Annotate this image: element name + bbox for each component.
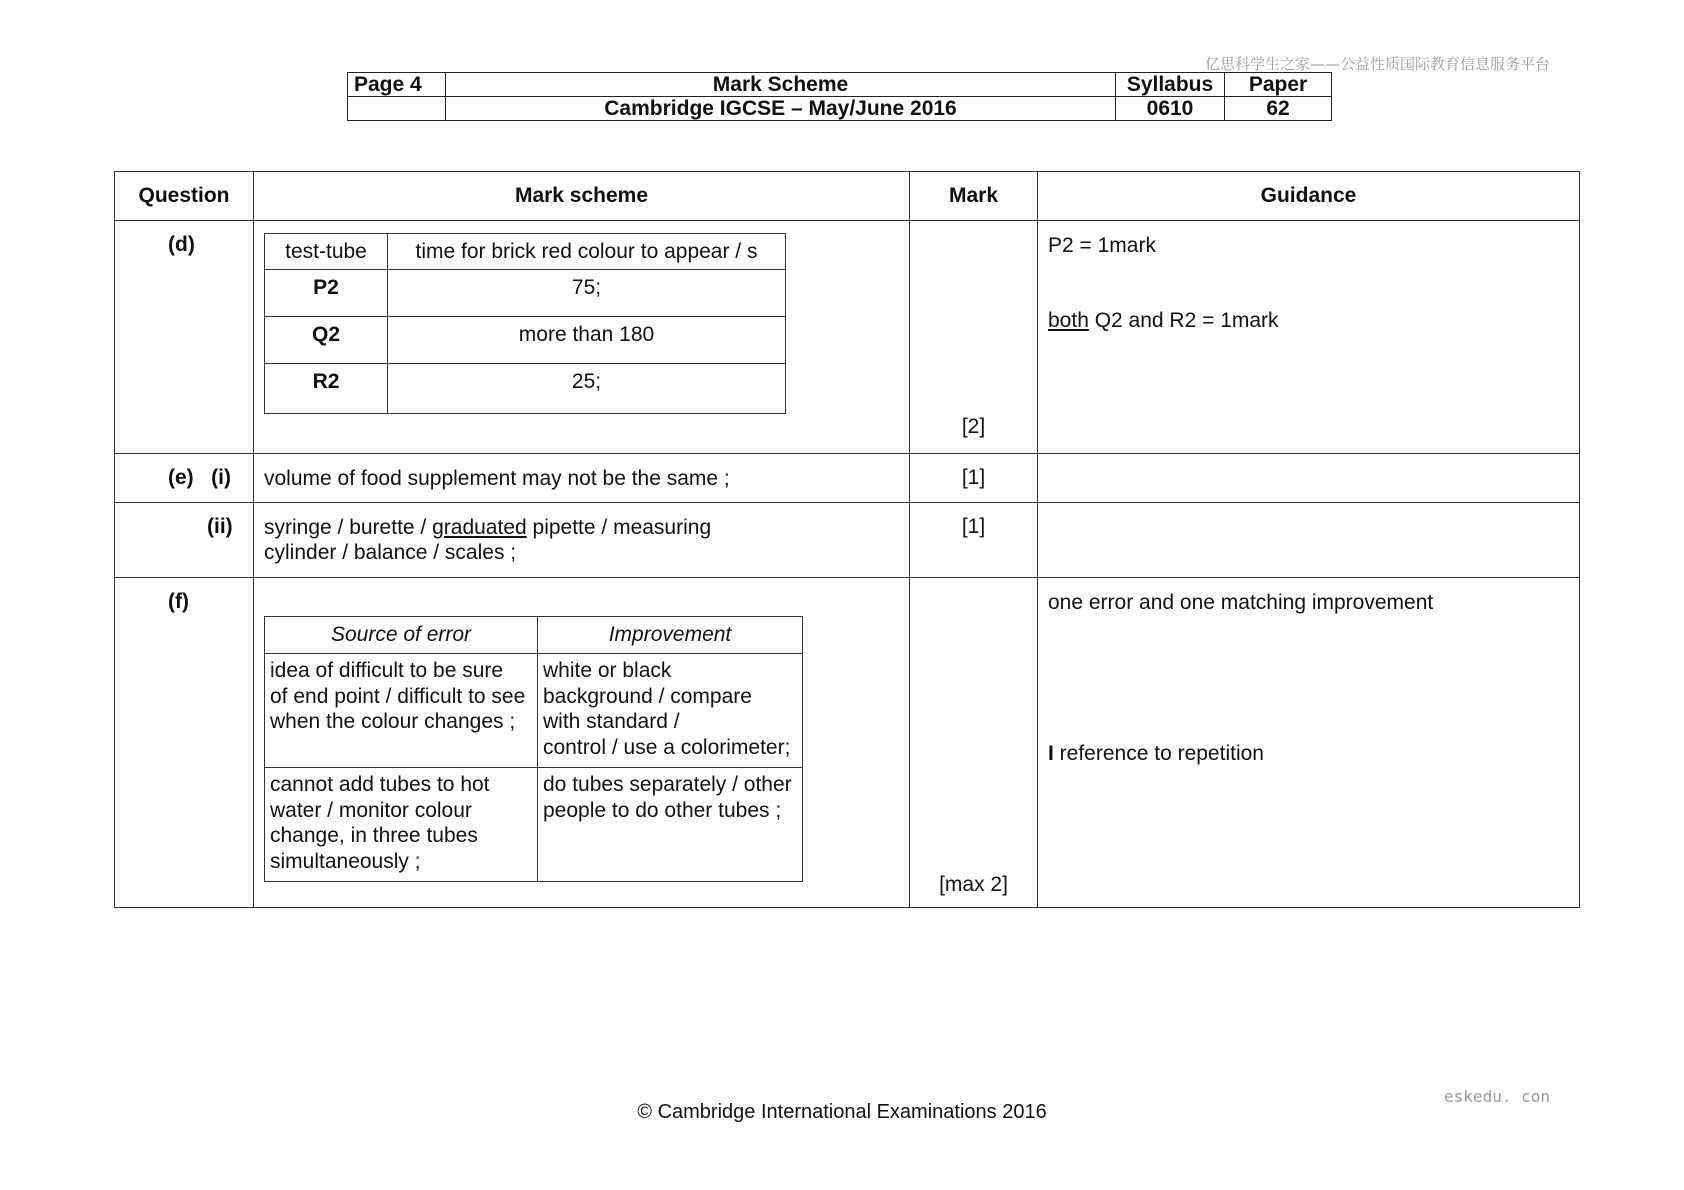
mark-cell: [910, 454, 1038, 503]
text-line: people to do other tubes ;: [543, 798, 782, 822]
syllabus-code: 0610: [1116, 97, 1225, 121]
question-label: (f): [168, 590, 189, 613]
question-cell: [115, 578, 254, 908]
text-line: with standard /: [543, 710, 680, 733]
table-row: [265, 768, 803, 882]
scheme-text: volume of food supplement may not be the same ;: [264, 467, 730, 490]
paper-code: 62: [1225, 97, 1332, 121]
table-row: [115, 454, 1580, 503]
watermark-bottom: eskedu. con: [1444, 1087, 1550, 1106]
guidance-text: [1038, 258, 1579, 333]
scheme-cell: [254, 503, 910, 578]
error-head-source: Source of error: [265, 617, 538, 654]
paper-label: Paper: [1225, 73, 1332, 97]
text-line: do tubes separately / other: [543, 773, 792, 796]
underlined-word: both: [1048, 309, 1089, 332]
table-row: [265, 317, 786, 364]
guidance-rest: Q2 and R2 = 1mark: [1088, 309, 1279, 332]
page-number-empty: [348, 97, 446, 121]
scheme-text: [254, 503, 909, 565]
document-subtitle: Cambridge IGCSE – May/June 2016: [446, 97, 1116, 121]
header-table: [347, 72, 1332, 121]
question-label: (d): [168, 233, 195, 256]
text-line: of end point / difficult to see: [270, 684, 526, 708]
tube-time: more than 180: [388, 317, 786, 364]
text-line: idea of difficult to be sure: [270, 659, 504, 682]
table-row: [115, 221, 1580, 454]
underlined-word: graduated: [432, 516, 527, 539]
guidance-cell: [1038, 503, 1580, 578]
watermark-top: 亿思科学生之家——公益性质国际教育信息服务平台: [1204, 55, 1550, 73]
question-cell: [115, 503, 254, 578]
question-cell: [115, 454, 254, 503]
column-question: Question: [115, 172, 254, 221]
mark-cell: [910, 503, 1038, 578]
table-row: [115, 578, 1580, 908]
syllabus-label: Syllabus: [1116, 73, 1225, 97]
results-head-time: time for brick red colour to appear / s: [388, 234, 786, 270]
document-title: Mark Scheme: [446, 73, 1116, 97]
mark-cell: [910, 578, 1038, 908]
error-improvement: [538, 654, 803, 768]
text-line: change, in three tubes: [270, 824, 478, 847]
results-head-tube: test-tube: [265, 234, 388, 270]
footer-copyright: © Cambridge International Examinations 2016: [637, 1101, 1047, 1123]
page-number: Page 4: [348, 73, 446, 97]
tube-label: R2: [265, 364, 388, 414]
mark-scheme-table: [114, 171, 1580, 908]
error-improvement: [538, 768, 803, 882]
guidance-cell: [1038, 221, 1580, 454]
error-table: [264, 616, 803, 882]
mark-value: [1]: [961, 466, 986, 489]
mark-value: [1]: [961, 515, 986, 538]
text-line: background / compare: [543, 684, 752, 708]
text-line: simultaneously ;: [270, 849, 421, 873]
column-guidance: Guidance: [1038, 172, 1580, 221]
scheme-cell: [254, 454, 910, 503]
column-mark-scheme: Mark scheme: [254, 172, 910, 221]
scheme-cell: [254, 578, 910, 908]
mark-value: [2]: [961, 415, 986, 438]
guidance-text: P2 = 1mark: [1048, 234, 1156, 257]
results-table: [264, 233, 786, 414]
error-source: [265, 654, 538, 768]
table-row: [265, 270, 786, 317]
tube-time: 25;: [388, 364, 786, 414]
scheme-part: cylinder / balance / scales ;: [264, 541, 517, 564]
table-row: [265, 654, 803, 768]
tube-label: P2: [265, 270, 388, 317]
scheme-cell: [254, 221, 910, 454]
error-head-improvement: Improvement: [538, 617, 803, 654]
table-row: [115, 503, 1580, 578]
scheme-part: syringe / burette /: [264, 516, 433, 539]
text-line: when the colour changes ;: [270, 710, 516, 733]
guidance-text: [1038, 615, 1579, 766]
scheme-part: pipette / measuring: [526, 516, 712, 539]
question-label: (ii): [207, 515, 233, 538]
text-line: control / use a colorimeter;: [543, 735, 791, 759]
mark-cell: [910, 221, 1038, 454]
guidance-rest: reference to repetition: [1053, 742, 1264, 765]
error-source: [265, 768, 538, 882]
guidance-cell: [1038, 454, 1580, 503]
tube-label: Q2: [265, 317, 388, 364]
question-cell: [115, 221, 254, 454]
column-mark: Mark: [910, 172, 1038, 221]
tube-time: 75;: [388, 270, 786, 317]
bold-letter: I: [1048, 742, 1054, 765]
guidance-text: one error and one matching improvement: [1048, 591, 1434, 614]
text-line: water / monitor colour: [270, 798, 472, 822]
text-line: cannot add tubes to hot: [270, 773, 490, 796]
question-label: (e) (i): [168, 466, 231, 489]
table-row: [265, 364, 786, 414]
text-line: white or black: [543, 659, 672, 682]
mark-value: [max 2]: [939, 873, 1008, 896]
guidance-cell: [1038, 578, 1580, 908]
